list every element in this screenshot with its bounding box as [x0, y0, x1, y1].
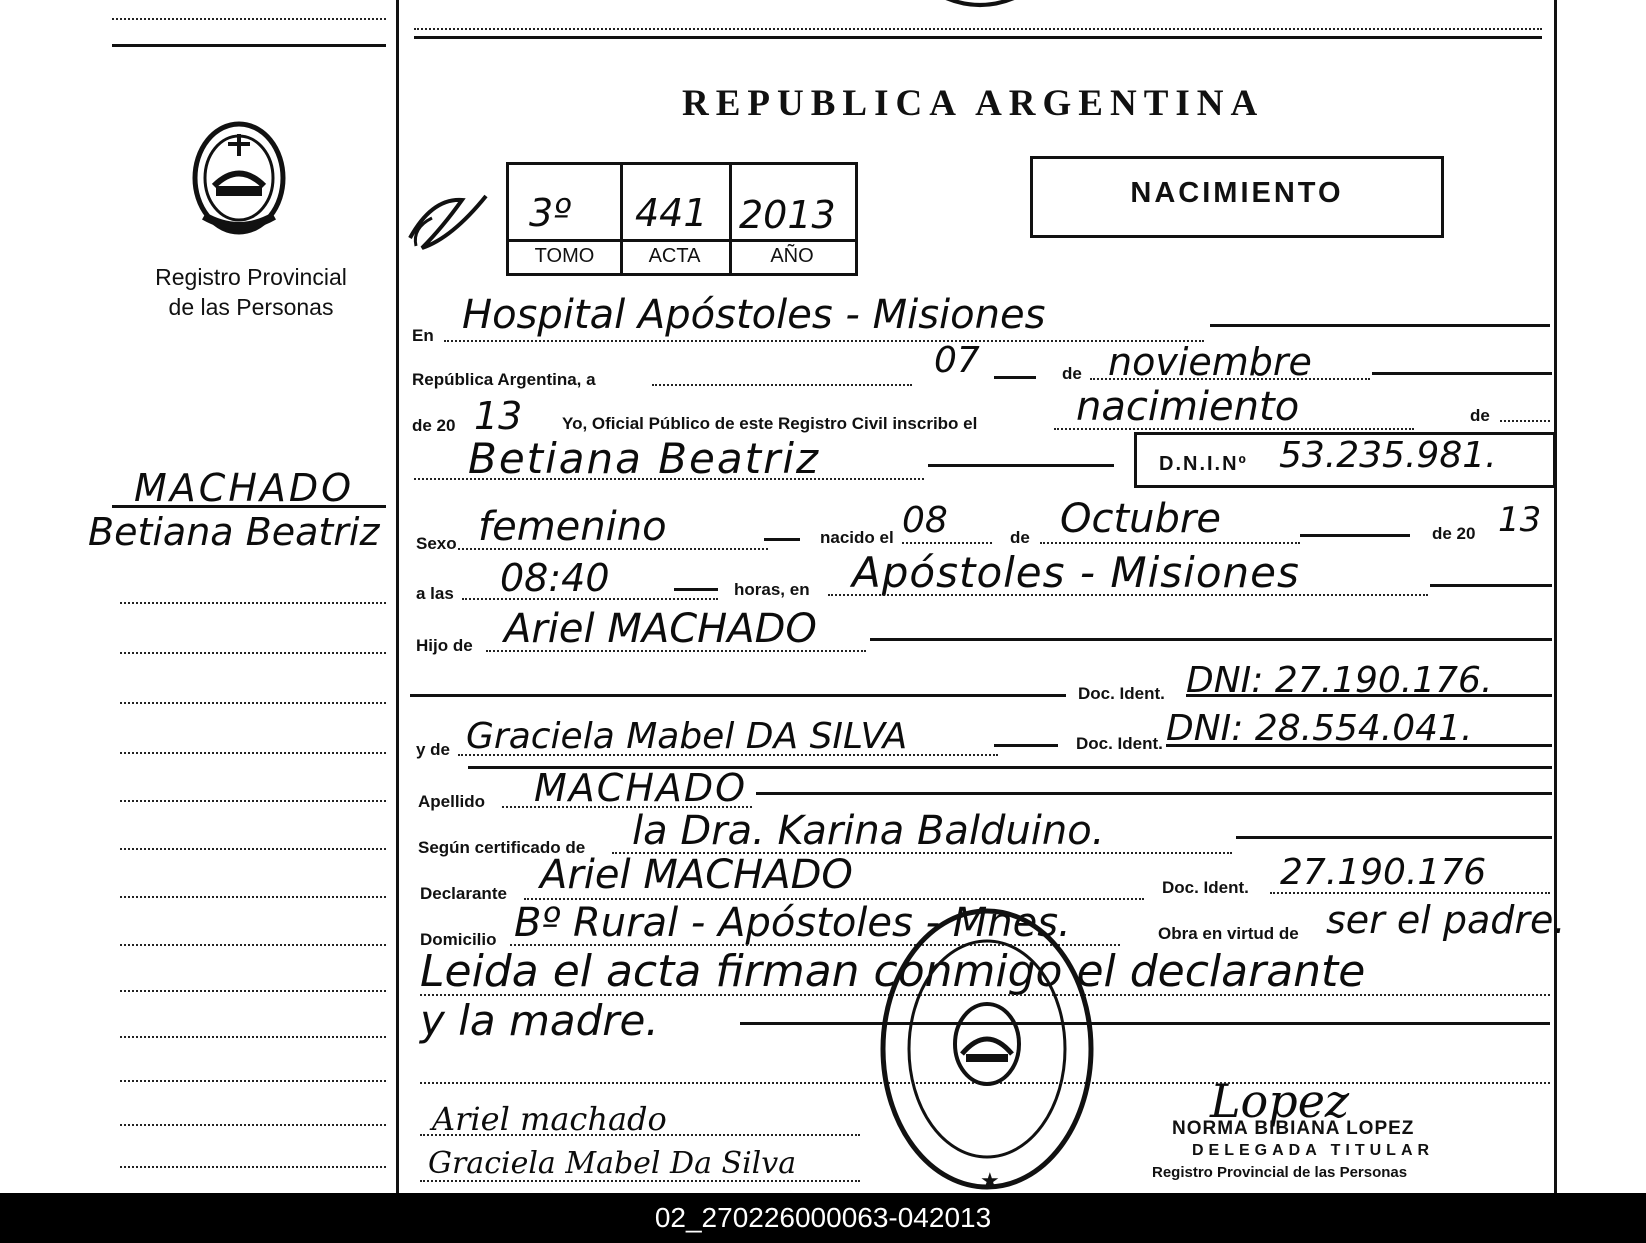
margin-line	[120, 848, 386, 850]
record-event: nacimiento	[1076, 384, 1300, 430]
birth-year-suffix: 13	[1498, 500, 1542, 540]
dni-label: D.N.I.Nº	[1159, 453, 1248, 475]
apellido-value: MACHADO	[534, 766, 748, 810]
hour-line-end	[674, 588, 718, 591]
hijo-label: Hijo de	[416, 636, 473, 655]
country-title: REPUBLICA ARGENTINA	[682, 83, 1265, 124]
declarante-doc: 27.190.176	[1280, 852, 1487, 893]
apellido-label: Apellido	[418, 792, 486, 811]
margin-line	[120, 800, 386, 802]
father-doc: DNI: 27.190.176.	[1186, 660, 1493, 701]
segun-value: la Dra. Karina Balduino.	[632, 808, 1105, 854]
name-line-end	[928, 464, 1114, 467]
declarante-label: Declarante	[420, 884, 507, 903]
horas-label: horas, en	[734, 580, 810, 599]
father-line-end	[870, 638, 1552, 641]
margin-line	[120, 1124, 386, 1126]
record-year-suffix: 13	[474, 394, 523, 438]
inscribo-label: Yo, Oficial Público de este Registro Civil inscribo el	[562, 414, 978, 433]
official-seal-stamp	[876, 904, 1098, 1194]
closing-line-2-rule	[740, 1022, 1550, 1025]
mother-doc: DNI: 28.554.041.	[1166, 708, 1473, 749]
birth-place: Apóstoles - Misiones	[852, 548, 1300, 597]
closing-line-1: Leida el acta firman conmigo el declarante	[420, 946, 1366, 997]
place-line-end	[1430, 584, 1552, 587]
father-doc-label: Doc. Ident.	[1078, 684, 1165, 703]
province-emblem-logo	[184, 116, 294, 240]
ano-label: AÑO	[770, 245, 814, 267]
day-line	[652, 384, 912, 386]
en-line	[444, 340, 1204, 342]
en-label: En	[412, 326, 434, 345]
document-code-bar	[0, 1193, 1646, 1243]
record-type-box	[1030, 156, 1444, 238]
birth-month-line-end	[1300, 534, 1410, 537]
domicilio-value: Bº Rural - Apóstoles - Mnes.	[514, 900, 1071, 946]
margin-line	[120, 944, 386, 946]
official-name: NORMA BIBIANA LOPEZ	[1172, 1118, 1415, 1139]
yde-label: y de	[416, 740, 451, 759]
father-doc-line-end	[1186, 694, 1552, 697]
margin-surname-rule	[112, 505, 386, 508]
record-type: NACIMIENTO	[1130, 177, 1344, 209]
top-rule	[112, 44, 386, 47]
margin-line	[120, 602, 386, 604]
record-day: 07	[934, 340, 980, 381]
en-line-end	[1210, 324, 1550, 327]
official-signature: Lopez	[1210, 1074, 1350, 1128]
domicilio-label: Domicilio	[420, 930, 497, 949]
birth-de-label: de	[1010, 528, 1030, 547]
svg-text:★: ★	[980, 1168, 1000, 1193]
birth-day-line	[902, 542, 992, 544]
year-prefix-label: de 20	[412, 416, 456, 435]
mother-name: Graciela Mabel DA SILVA	[466, 716, 908, 757]
top-rule	[414, 36, 1542, 39]
obra-label: Obra en virtud de	[1158, 924, 1299, 943]
dni-box	[1134, 432, 1556, 488]
tomo-value: 3º	[529, 191, 572, 235]
signature-line	[420, 1134, 860, 1136]
birth-hour: 08:40	[500, 556, 610, 600]
record-month: noviembre	[1108, 340, 1312, 384]
top-dotted-line	[112, 18, 386, 20]
birth-year-prefix-label: de 20	[1432, 524, 1476, 543]
margin-line	[120, 1166, 386, 1168]
margin-line	[120, 990, 386, 992]
mother-doc-line-end	[1166, 744, 1552, 747]
acta-value: 441	[635, 191, 708, 235]
birth-day: 08	[902, 500, 948, 541]
apellido-line-end	[756, 792, 1552, 795]
sexo-label: Sexo	[416, 534, 457, 553]
top-dotted-line	[414, 28, 1542, 30]
father-name: Ariel MACHADO	[504, 606, 817, 652]
margin-line	[120, 652, 386, 654]
signature-line	[420, 1180, 860, 1182]
margin-line	[120, 896, 386, 898]
margin-line	[120, 752, 386, 754]
sexo-line-end	[764, 538, 800, 541]
en-value: Hospital Apóstoles - Misiones	[462, 292, 1046, 338]
event-line-end	[1500, 420, 1550, 422]
sexo-value: femenino	[478, 504, 667, 550]
signature-mark	[402, 188, 488, 260]
margin-line	[120, 702, 386, 704]
column-divider	[396, 0, 399, 1193]
child-name: Betiana Beatriz	[468, 434, 821, 483]
margin-surname: MACHADO	[134, 466, 355, 510]
republica-label: República Argentina, a	[412, 370, 596, 389]
signature-mother: Graciela Mabel Da Silva	[428, 1146, 797, 1181]
event-de-label: de	[1470, 406, 1490, 425]
father-doc-pre-line	[410, 694, 1066, 697]
top-seal-fragment	[900, 0, 1060, 26]
segun-line-end	[1236, 836, 1552, 839]
mother-line-end	[994, 744, 1058, 747]
declarante-value: Ariel MACHADO	[540, 852, 853, 898]
ano-value: 2013	[739, 193, 836, 237]
day-line-end	[994, 376, 1036, 379]
acta-label: ACTA	[648, 245, 701, 267]
margin-line	[120, 1080, 386, 1082]
document-code: 02_270226000063-042013	[654, 1202, 992, 1233]
registry-line-1: Registro Provincial	[155, 264, 347, 290]
margin-given-names: Betiana Beatriz	[88, 510, 380, 554]
official-org: Registro Provincial de las Personas	[1152, 1164, 1408, 1181]
birth-month-line	[1040, 542, 1300, 544]
birth-month: Octubre	[1060, 496, 1221, 542]
registry-line-2: de las Personas	[168, 294, 334, 320]
alas-label: a las	[416, 584, 454, 603]
month-line-end	[1372, 372, 1552, 375]
month-de-label: de	[1062, 364, 1082, 383]
registry-title	[120, 262, 382, 322]
declarante-doc-label: Doc. Ident.	[1162, 878, 1249, 897]
table-divider	[509, 239, 855, 242]
segun-label: Según certificado de	[418, 838, 586, 857]
closing-line-2: y la madre.	[420, 996, 659, 1045]
right-border	[1554, 0, 1557, 1193]
nacido-label: nacido el	[820, 528, 894, 547]
margin-line	[120, 1036, 386, 1038]
signature-father: Ariel machado	[432, 1100, 667, 1138]
record-number-table	[506, 162, 858, 276]
dni-value: 53.235.981.	[1279, 435, 1497, 476]
official-title: DELEGADA TITULAR	[1192, 1142, 1435, 1159]
mother-doc-label: Doc. Ident.	[1076, 734, 1163, 753]
obra-value: ser el padre.	[1326, 898, 1566, 942]
tomo-label: TOMO	[534, 245, 595, 267]
